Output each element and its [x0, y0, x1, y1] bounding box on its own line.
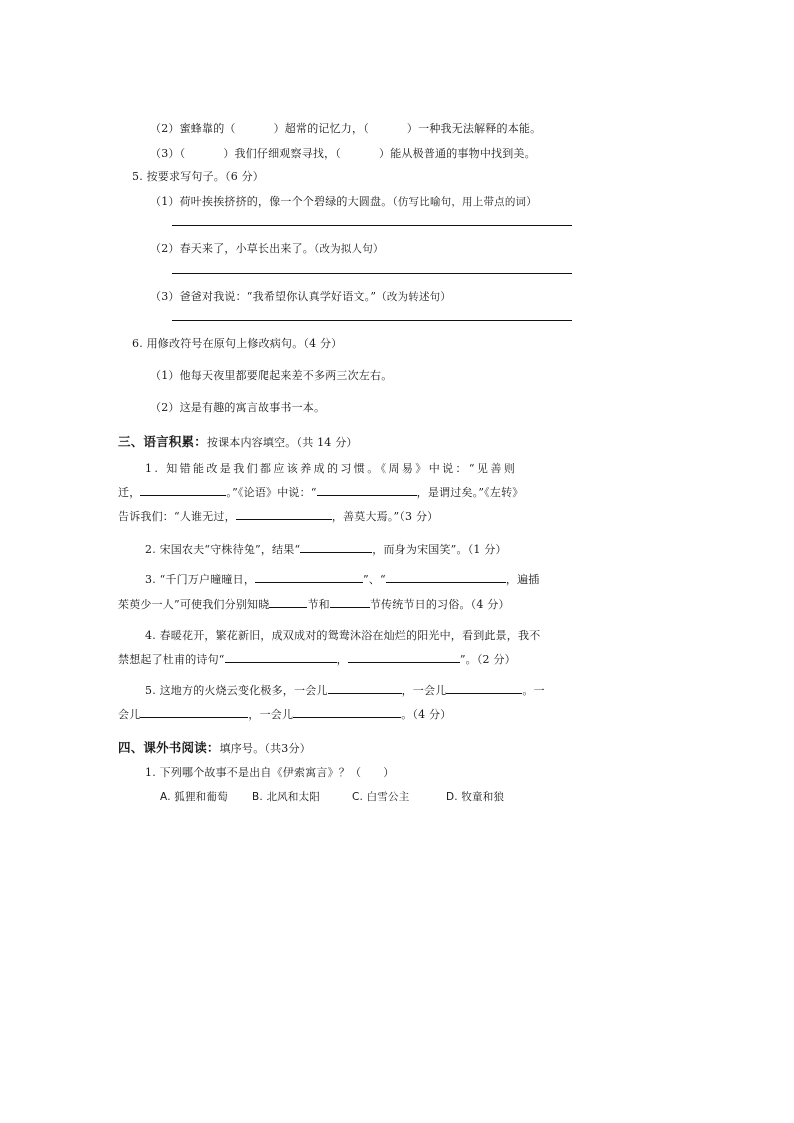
q5-item2-note: （改为拟人句）: [314, 243, 384, 255]
answer-blank[interactable]: [317, 484, 417, 496]
s3-q3-text-c: ，遍插: [505, 573, 540, 586]
answer-blank[interactable]: [236, 508, 332, 520]
q5-item2: [150, 240, 384, 256]
s3-q4-text-a: 禁想起了杜甫的诗句“: [118, 653, 225, 666]
q4-item2-part-a: （2）蜜蜂靠的（: [150, 122, 236, 135]
s3-q1-line1: 1. 知错能改是我们都应该养成的习惯。《周易》中说：“见善则: [145, 462, 518, 475]
s3-q1-text-c: ，是谓过矣。”《左转》: [416, 486, 524, 499]
s3-q5-text-e: ，一会儿: [248, 708, 294, 721]
s3-q3-text-b: ”、“: [363, 573, 386, 586]
option-c[interactable]: C. 白雪公主: [352, 791, 410, 803]
s3-q2-text-a: 2. 宋国农夫“守株待兔”，结果“: [145, 543, 301, 556]
option-b[interactable]: B. 北风和太阳: [252, 791, 320, 803]
q5-title: 5. 按要求写句子。（6 分）: [132, 170, 264, 183]
answer-line[interactable]: [172, 225, 572, 226]
section3-heading-line: [118, 432, 358, 450]
q5-item1-text: （1）荷叶挨挨挤挤的，像一个个碧绿的大圆盘。: [150, 195, 393, 208]
answer-blank[interactable]: [446, 682, 522, 694]
s3-q3-line2: [118, 596, 510, 612]
s3-q5-line2: [118, 706, 451, 722]
q5-item3: [150, 288, 451, 304]
option-d[interactable]: D. 牧童和狼: [446, 791, 505, 803]
answer-blank[interactable]: [140, 484, 226, 496]
answer-blank[interactable]: [269, 596, 307, 608]
answer-blank[interactable]: [255, 571, 363, 583]
q5-item3-text: （3）爸爸对我说：“我希望你认真学好语文。”: [150, 290, 377, 303]
q6-item2: （2）这是有趣的寓言故事书一本。: [150, 401, 326, 414]
s3-q1-line2: [118, 484, 523, 500]
s3-q1-text-d: 告诉我们：“人谁无过，: [118, 510, 236, 523]
q6-item1: （1）他每天夜里都要爬起来差不多两三次左右。: [150, 369, 393, 382]
s3-q3-text-e: 节和: [307, 598, 330, 611]
q5-item1-note: （仿写比喻句，用上带点的词）: [392, 196, 537, 208]
s3-q4-line2: [118, 651, 516, 667]
s3-q4-text-b: ，: [336, 653, 348, 666]
s4-q1-text-b: ）: [383, 766, 395, 779]
answer-line[interactable]: [172, 320, 572, 321]
s3-q2: [145, 541, 507, 557]
s3-q1-text-a: 迁，: [118, 486, 141, 499]
answer-blank[interactable]: [330, 596, 370, 608]
s3-q3-text-a: 3. “千门万户曈曈日，: [145, 573, 256, 586]
q4-item2-part-c: ）一种我无法解释的本能。: [406, 122, 542, 135]
s3-q5-text-f: 。（4 分）: [401, 708, 452, 721]
section4-heading: 四、课外书阅读：: [118, 740, 220, 755]
s4-q1-text-a: 1. 下列哪个故事不是出自《伊索寓言》？（: [145, 766, 362, 779]
answer-blank[interactable]: [300, 541, 372, 553]
answer-blank[interactable]: [225, 651, 337, 663]
answer-line[interactable]: [172, 273, 572, 274]
q4-item2: [150, 120, 541, 136]
s3-q5-text-a: 5. 这地方的火烧云变化极多，一会儿: [145, 684, 328, 697]
s3-q1-line3: [118, 508, 438, 524]
answer-blank[interactable]: [140, 706, 248, 718]
s3-q3-text-f: 节传统节日的习俗。（4 分）: [369, 598, 510, 611]
section3-instruction: 按课本内容填空。（共 14 分）: [206, 436, 358, 449]
q4-item3-part-b: ）我们仔细观察寻找，（: [223, 147, 342, 160]
s3-q3-line1: [145, 571, 539, 587]
q4-item3: [150, 145, 536, 161]
answer-blank[interactable]: [386, 571, 506, 583]
s4-q1: [145, 764, 394, 780]
q5-item1: [150, 193, 537, 209]
s3-q5-text-c: 。一: [522, 684, 545, 697]
s3-q5-text-b: ，一会儿: [401, 684, 447, 697]
q5-item3-note: （改为转述句）: [376, 291, 452, 303]
s3-q2-text-b: ，而身为宋国笑”。（1 分）: [372, 543, 507, 556]
s3-q1-text-b: 。”《论语》中说：“: [226, 486, 317, 499]
section4-instruction: 填序号。（共3分）: [219, 742, 311, 755]
section4-heading-line: [118, 738, 311, 756]
s3-q5-line1: [145, 682, 545, 698]
s3-q3-text-d: 茱萸少一人”可使我们分别知晓: [118, 598, 270, 611]
q4-item3-part-c: ）能从极普通的事物中找到美。: [379, 147, 536, 160]
s3-q5-text-d: 会儿: [118, 708, 141, 721]
s3-q1-text-e: ，善莫大焉。”（3 分）: [331, 510, 439, 523]
q4-item2-part-b: ）超常的记忆力，（: [273, 122, 369, 135]
section3-heading: 三、语言积累：: [118, 434, 207, 449]
answer-blank[interactable]: [348, 651, 460, 663]
s4-q1-options: [160, 789, 504, 804]
answer-blank[interactable]: [293, 706, 401, 718]
q6-title: 6. 用修改符号在原句上修改病句。（4 分）: [132, 337, 343, 350]
option-a[interactable]: A. 狐狸和葡萄: [160, 791, 228, 803]
q5-item2-text: （2）春天来了，小草长出来了。: [150, 242, 314, 255]
s3-q4-text-c: ”。（2 分）: [459, 653, 516, 666]
answer-blank[interactable]: [328, 682, 402, 694]
q4-item3-part-a: （3）（: [150, 147, 186, 160]
s3-q4-line1: 4. 春暖花开，繁花新旧，成双成对的鸳鸯沐浴在灿烂的阳光中，看到此景，我不: [145, 629, 541, 642]
